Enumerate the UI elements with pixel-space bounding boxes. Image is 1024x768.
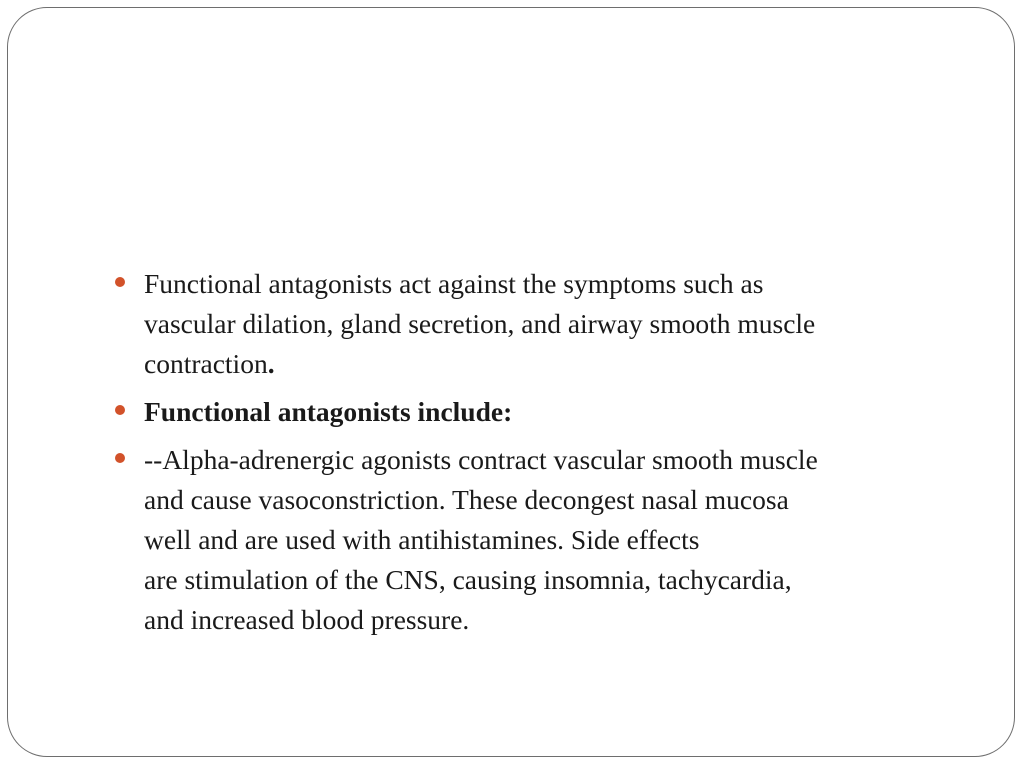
bullet-item-alpha-adrenergic-agonists: [112, 440, 962, 640]
bullet-2-heading: Functional antagonists include:: [144, 396, 513, 427]
bullet-item-functional-antagonists-action: [112, 264, 962, 384]
bullet-dot-icon: [115, 277, 125, 287]
bullet-1-line-1: Functional antagonists act against the symptoms such as: [144, 268, 764, 299]
bullet-dot-icon: [115, 453, 125, 463]
bullet-3-line-5: and increased blood pressure.: [144, 604, 470, 635]
bullet-item-functional-antagonists-include: [112, 392, 962, 432]
bullet-3-line-4: are stimulation of the CNS, causing insomnia, tachycardia,: [144, 564, 792, 595]
bullet-3-line-3: well and are used with antihistamines. Side effects: [144, 524, 700, 555]
bullet-3-line-2: and cause vasoconstriction. These decongest nasal mucosa: [144, 484, 789, 515]
bullet-1-line-3: [144, 344, 962, 384]
bullet-list: [112, 264, 962, 648]
bullet-1-period: .: [267, 348, 275, 379]
bullet-1-line-2: vascular dilation, gland secretion, and airway smooth muscle: [144, 308, 816, 339]
bullet-3-line-1: --Alpha-adrenergic agonists contract vascular smooth muscle: [144, 444, 818, 475]
bullet-dot-icon: [115, 405, 125, 415]
bullet-1-line-3-text: contraction: [144, 348, 268, 379]
